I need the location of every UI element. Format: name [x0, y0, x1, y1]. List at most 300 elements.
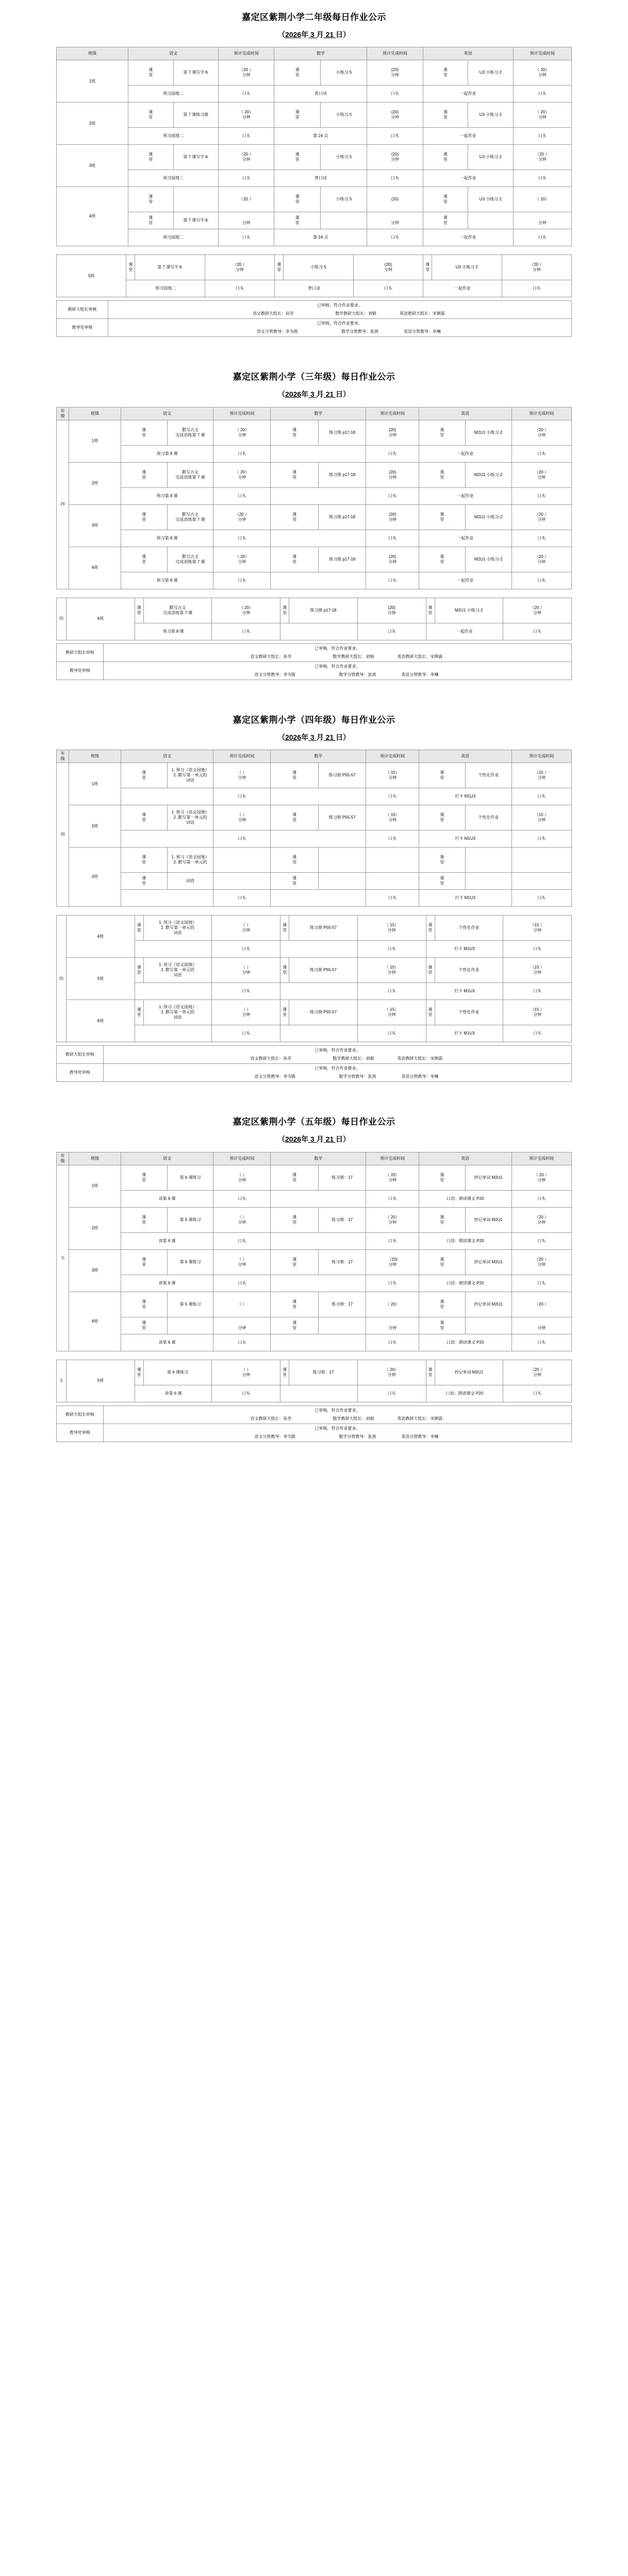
table-row	[57, 145, 572, 170]
group-audit-names	[109, 310, 570, 318]
english-assignment: 打卡 M1U3	[419, 890, 511, 907]
english-classroom-label: 课 堂	[419, 805, 465, 831]
chinese-assignment	[167, 1317, 213, 1334]
math-est-time: （20) 分钟	[366, 1249, 419, 1275]
chinese-assignment: 默写古文 完成语练第 7 课	[167, 462, 213, 487]
chinese-est-time: （ ） 分钟	[212, 916, 280, 941]
class-name-cell: 3班	[69, 504, 121, 547]
chinese-est-time: 口头	[213, 445, 271, 462]
chinese-assignment: 预习第 8 课	[121, 445, 213, 462]
english-director: 英语分管教导：李琳	[403, 329, 441, 334]
chinese-classroom-label: 课 堂	[135, 916, 143, 941]
chinese-est-time: （ 20） 分钟	[213, 462, 271, 487]
date-month-unit: 月	[316, 390, 324, 399]
english-classroom-label: 课 堂	[423, 255, 432, 280]
section-spacer	[0, 337, 628, 354]
english-assignment: 抄记单词 M2U1	[465, 1249, 511, 1275]
office-audit-body	[103, 1064, 571, 1082]
english-est-time: （15 ） 分钟	[503, 958, 572, 983]
math-assignment: 练习册 P55-57	[318, 763, 366, 788]
english-assignment: 一起作业	[423, 170, 513, 187]
chinese-assignment	[121, 788, 213, 805]
english-est-time: 口头	[511, 1232, 571, 1249]
english-assignment: 一起作业	[423, 229, 513, 246]
math-est-time: (20) 分钟	[366, 462, 419, 487]
date-month: 3	[308, 1134, 317, 1143]
english-est-time: （20 ） 分钟	[511, 1249, 571, 1275]
english-est-time: 口头	[511, 831, 571, 848]
english-est-time: （ 20） 分钟	[513, 60, 571, 86]
chinese-est-time: （ ） 分钟	[213, 1207, 271, 1232]
english-est-time: （20 ）	[511, 1292, 571, 1317]
chinese-assignment: 预习第 8 课	[135, 623, 212, 640]
chinese-assignment: 读第 6 课	[121, 1232, 213, 1249]
col-header-english: 英语	[419, 407, 511, 420]
math-est-time: （ 20）	[366, 1292, 419, 1317]
chinese-est-time: 分钟	[213, 1317, 271, 1334]
date-suffix: ）	[343, 733, 351, 741]
col-header-math-time: 预计完成时间	[366, 407, 419, 420]
math-est-time: 口头	[366, 445, 419, 462]
english-assignment	[465, 848, 511, 873]
english-classroom-label: 课 堂	[423, 103, 468, 128]
english-assignment: 口语：朗读课文 P20	[426, 1385, 503, 1402]
audit-table	[56, 1045, 572, 1082]
chinese-director: 语文分管教导：李为陈	[256, 329, 298, 334]
class-name-cell: 2班	[69, 462, 121, 504]
assignment-table-part2	[56, 1360, 572, 1402]
math-est-time: (20) 分钟	[357, 598, 426, 623]
english-group-leader: 英语教研大组长：宋俐霖	[397, 654, 443, 659]
office-audit-names	[105, 1433, 570, 1441]
chinese-assignment: 第 7 课写字本	[173, 212, 219, 229]
date-prefix: （	[277, 30, 285, 39]
date-year-unit: 年	[301, 1134, 309, 1143]
english-est-time: （ 20） 分钟	[513, 103, 571, 128]
math-est-time: 口头	[366, 1190, 419, 1207]
english-assignment: 个性化作业	[435, 1000, 503, 1025]
chinese-classroom-label: 课 堂	[121, 420, 167, 445]
date-month-unit: 月	[316, 1134, 324, 1143]
chinese-est-time: 口头	[213, 1275, 271, 1292]
date-year: 2026	[285, 1134, 302, 1143]
date-year-unit: 年	[301, 30, 309, 39]
page-break-gap	[0, 907, 628, 912]
col-header-class: 班级	[69, 1152, 121, 1165]
table-row	[57, 504, 572, 530]
grade-label-cell: 四	[57, 420, 69, 589]
table-row	[57, 598, 572, 623]
table-header-row	[57, 750, 572, 763]
table-row	[57, 1232, 572, 1249]
chinese-assignment	[121, 890, 213, 907]
english-est-time: 口头	[503, 1025, 572, 1042]
math-assignment: 背口诀	[275, 280, 353, 297]
math-assignment	[280, 623, 358, 640]
col-header-math-time: 预计完成时间	[367, 47, 423, 60]
english-est-time: （20 ） 分钟	[511, 1207, 571, 1232]
section-spacer	[0, 1442, 628, 1460]
math-group-leader: 数学教研大组长：刘娟	[333, 654, 374, 659]
col-header-english: 英语	[419, 750, 511, 763]
table-row	[57, 1190, 572, 1207]
math-assignment	[321, 212, 367, 229]
office-audit-row	[57, 1064, 572, 1082]
table-row	[57, 831, 572, 848]
class-name-cell: 2班	[69, 805, 121, 848]
math-assignment: 小练习 5	[321, 187, 367, 212]
class-name-cell: 6班	[67, 1000, 135, 1042]
date-year: 2026	[285, 30, 302, 39]
class-name-cell: 4班	[57, 187, 128, 246]
date-day-unit: 日	[336, 1134, 343, 1143]
english-assignment: 一起作业	[419, 530, 511, 547]
math-est-time: （ 15） 分钟	[357, 916, 426, 941]
math-est-time: （ 15） 分钟	[366, 763, 419, 788]
math-assignment: 练习册 p17-18	[318, 504, 366, 530]
grade-section-grade3	[0, 360, 628, 702]
english-est-time: 口头	[503, 1385, 572, 1402]
office-audit-label: 教导处审核	[57, 1064, 104, 1082]
english-assignment: 一起作业	[423, 86, 513, 103]
english-est-time: （ 20 ） 分钟	[511, 1165, 571, 1190]
math-assignment: 练习册 P55-57	[318, 805, 366, 831]
english-assignment: 一起作业	[419, 445, 511, 462]
math-est-time: 口头	[366, 1232, 419, 1249]
english-assignment: U3 小练习 2	[432, 255, 502, 280]
group-audit-names	[105, 1055, 570, 1063]
date-day-unit: 日	[336, 733, 343, 741]
english-est-time: （20 ） 分钟	[503, 1360, 572, 1385]
chinese-classroom-label: 课 堂	[135, 958, 143, 983]
col-header-english-time: 预计完成时间	[511, 750, 571, 763]
class-name-cell: 5班	[57, 255, 126, 297]
chinese-assignment: 默写古文 完成语练第 7 课	[143, 598, 212, 623]
english-est-time: 分钟	[513, 212, 571, 229]
col-header-chinese-time: 预计完成时间	[213, 1152, 271, 1165]
table-row	[57, 763, 572, 788]
table-row	[57, 1249, 572, 1275]
english-classroom-label: 课 堂	[423, 145, 468, 170]
math-est-time: (20) 分钟	[353, 255, 423, 280]
english-director: 英语分管教导：李琳	[401, 672, 439, 677]
table-row	[57, 60, 572, 86]
math-classroom-label: 课 堂	[271, 763, 319, 788]
math-assignment: 练习册：17	[289, 1360, 358, 1385]
chinese-classroom-label: 课 堂	[121, 1317, 167, 1334]
chinese-assignment	[173, 187, 219, 212]
class-name-cell: 5班	[67, 1360, 135, 1402]
col-header-chinese: 语文	[121, 407, 213, 420]
chinese-classroom-label: 课 堂	[121, 462, 167, 487]
assignment-table-part1	[56, 47, 572, 246]
math-classroom-label: 课 堂	[274, 187, 321, 212]
math-est-time: 口头	[366, 530, 419, 547]
math-est-time: 口头	[366, 1334, 419, 1351]
math-classroom-label: 课 堂	[271, 1207, 319, 1232]
math-group-leader: 数学教研大组长：刘娟	[333, 1416, 374, 1421]
english-est-time: 分钟	[511, 1317, 571, 1334]
chinese-assignment: 读第 6 课	[121, 1190, 213, 1207]
office-audit-label: 教导处审核	[57, 662, 104, 680]
col-header-chinese: 语文	[121, 1152, 213, 1165]
math-assignment: 小练习 5	[321, 103, 367, 128]
chinese-assignment: 预习园地二	[128, 128, 219, 145]
office-audit-status: 已审核，符合作业要求。	[315, 1426, 360, 1431]
chinese-assignment: 预习园地二	[128, 86, 219, 103]
chinese-est-time: 口头	[213, 890, 271, 907]
col-header-math: 数学	[271, 750, 366, 763]
chinese-classroom-label: 课 堂	[121, 763, 167, 788]
page-title: 嘉定区紫荆小学（五年级）每日作业公示	[233, 1117, 395, 1127]
english-classroom-label: 课 堂	[426, 916, 435, 941]
table-header-row	[57, 1152, 572, 1165]
english-assignment: 打卡 M1U3	[426, 983, 503, 1000]
office-audit-names	[105, 671, 570, 679]
class-name-cell: 4班	[69, 547, 121, 589]
math-est-time: 口头	[366, 572, 419, 589]
math-classroom-label: 课 堂	[280, 1000, 289, 1025]
english-assignment: M2U1 小练习-2	[435, 598, 503, 623]
english-group-leader: 英语教研大组长：宋俐霖	[397, 1056, 443, 1061]
grade-section-grade2	[0, 0, 628, 360]
audit-table	[56, 643, 572, 680]
english-assignment: 抄记单词 M2U1	[465, 1207, 511, 1232]
group-audit-names	[105, 1415, 570, 1423]
math-assignment: 练习册：17	[318, 1249, 366, 1275]
office-audit-body	[103, 662, 571, 680]
chinese-group-leader: 语文教研大组长：孙芳	[250, 654, 292, 659]
english-assignment: 打卡 M1U3	[426, 941, 503, 958]
english-classroom-label: 课 堂	[419, 504, 465, 530]
chinese-est-time	[213, 873, 271, 890]
group-audit-status: 已审核，符合作业要求。	[315, 1048, 360, 1053]
math-assignment: 练习册：17	[318, 1292, 366, 1317]
english-assignment: 打卡 M1U3	[426, 1025, 503, 1042]
math-assignment: 算 24 点	[274, 229, 367, 246]
math-classroom-label: 课 堂	[280, 958, 289, 983]
math-assignment	[271, 445, 366, 462]
group-audit-body	[108, 301, 571, 319]
chinese-est-time: （ ） 分钟	[213, 763, 271, 788]
assignment-table-part1	[56, 1152, 572, 1351]
chinese-assignment: 读第 6 课	[135, 1385, 212, 1402]
english-est-time: （20 ） 分钟	[511, 462, 571, 487]
math-assignment	[271, 788, 366, 805]
english-group-leader: 英语教研大组长：宋俐霖	[397, 1416, 443, 1421]
table-row	[57, 1275, 572, 1292]
english-assignment: M2U1 小练习-2	[465, 420, 511, 445]
col-header-chinese-time: 预计完成时间	[213, 750, 271, 763]
office-audit-row	[57, 319, 572, 337]
math-est-time: 口头	[366, 890, 419, 907]
assignment-table-part1	[56, 750, 572, 907]
col-header-chinese-time: 预计完成时间	[213, 407, 271, 420]
english-assignment: 口语：朗读课文 P20	[419, 1190, 511, 1207]
page-date	[0, 24, 628, 47]
chinese-assignment: 第 7 课写字本	[173, 145, 219, 170]
assignment-table-part2	[56, 915, 572, 1042]
math-est-time: (20) 分钟	[367, 60, 423, 86]
group-audit-label: 教研大组长审核	[57, 643, 104, 662]
chinese-classroom-label: 课 堂	[128, 187, 174, 212]
col-header-english: 英语	[419, 1152, 511, 1165]
math-est-time: (20) 分钟	[367, 145, 423, 170]
english-classroom-label: 课 堂	[419, 462, 465, 487]
table-row	[57, 1000, 572, 1025]
chinese-classroom-label: 课 堂	[121, 1249, 167, 1275]
math-assignment	[271, 572, 366, 589]
office-audit-status: 已审核，符合作业要求。	[317, 321, 362, 326]
english-assignment: M2U1 小练习-2	[465, 504, 511, 530]
group-audit-row	[57, 1046, 572, 1064]
chinese-est-time: （20 ） 分钟	[219, 145, 274, 170]
math-est-time: （ 20） 分钟	[366, 1165, 419, 1190]
math-est-time: 口头	[366, 788, 419, 805]
math-group-leader: 数学教研大组长：刘娟	[333, 1056, 374, 1061]
col-header-math: 数学	[271, 1152, 366, 1165]
math-assignment	[280, 1025, 358, 1042]
math-assignment: 小练习 5	[321, 60, 367, 86]
english-classroom-label: 课 堂	[419, 1249, 465, 1275]
english-est-time: 口头	[513, 170, 571, 187]
office-audit-body	[103, 1423, 571, 1442]
table-row	[57, 805, 572, 831]
math-est-time: 口头	[367, 128, 423, 145]
class-name-cell: 5班	[67, 958, 135, 1000]
office-audit-label: 教导处审核	[57, 319, 108, 337]
col-header-chinese: 语文	[128, 47, 219, 60]
chinese-assignment: 预习第 8 课	[121, 572, 213, 589]
english-assignment	[465, 873, 511, 890]
math-assignment: 练习册 p17-18	[318, 420, 366, 445]
chinese-est-time: 口头	[219, 170, 274, 187]
class-name-cell: 2班	[57, 103, 128, 145]
chinese-classroom-label: 课 堂	[128, 145, 174, 170]
assignment-table-part2	[56, 255, 572, 297]
math-assignment	[271, 1232, 366, 1249]
table-row	[57, 212, 572, 229]
english-est-time: 口头	[511, 1334, 571, 1351]
english-est-time: 口头	[503, 941, 572, 958]
math-assignment: 练习册 P55-57	[289, 1000, 358, 1025]
table-row	[57, 420, 572, 445]
table-row	[57, 128, 572, 145]
chinese-est-time: 口头	[213, 530, 271, 547]
math-classroom-label: 课 堂	[271, 420, 319, 445]
chinese-est-time: （20 ）	[219, 187, 274, 212]
english-assignment	[465, 1317, 511, 1334]
chinese-assignment: 预习园地二	[128, 229, 219, 246]
english-classroom-label: 课 堂	[426, 1000, 435, 1025]
math-director: 数学分管教导：张茜	[341, 329, 378, 334]
math-classroom-label: 课 堂	[271, 462, 319, 487]
math-group-leader: 数学教研大组长：刘娟	[335, 311, 376, 316]
math-assignment	[280, 983, 358, 1000]
math-classroom-label: 课 堂	[275, 255, 284, 280]
english-est-time: 口头	[513, 128, 571, 145]
math-assignment	[271, 1275, 366, 1292]
english-est-time: 口头	[511, 572, 571, 589]
chinese-est-time: 口头	[213, 1232, 271, 1249]
math-assignment	[271, 1334, 366, 1351]
english-est-time: 口头	[511, 788, 571, 805]
math-assignment	[280, 941, 358, 958]
chinese-est-time: （ 20） 分钟	[213, 420, 271, 445]
math-assignment	[271, 1190, 366, 1207]
math-assignment	[271, 890, 366, 907]
table-row	[57, 1317, 572, 1334]
class-name-cell: 4班	[69, 1292, 121, 1351]
english-est-time: （20 ） 分钟	[511, 547, 571, 572]
chinese-est-time: （ ）	[213, 1292, 271, 1317]
english-assignment: 口语：朗读课文 P20	[419, 1232, 511, 1249]
col-header-english-time: 预计完成时间	[513, 47, 571, 60]
english-est-time: （20 ） 分钟	[503, 598, 572, 623]
chinese-est-time: （ ） 分钟	[212, 1000, 280, 1025]
chinese-assignment: 1. 预习《语文园地》 2. 默写第一单元的 词语	[143, 1000, 212, 1025]
english-classroom-label: 课 堂	[426, 598, 435, 623]
chinese-classroom-label: 课 堂	[121, 1207, 167, 1232]
english-classroom-label: 课 堂	[419, 547, 465, 572]
class-name-cell: 6班	[67, 598, 135, 640]
english-assignment: 一起作业	[426, 623, 503, 640]
chinese-classroom-label: 课 堂	[121, 547, 167, 572]
english-assignment	[468, 212, 514, 229]
table-row	[57, 445, 572, 462]
english-est-time: 口头	[503, 623, 572, 640]
chinese-assignment: 词语	[167, 873, 213, 890]
group-audit-body	[103, 1405, 571, 1423]
chinese-group-leader: 语文教研大组长：孙芳	[250, 1416, 292, 1421]
english-assignment: 口语：朗读课文 P20	[419, 1334, 511, 1351]
math-assignment: 背口诀	[274, 170, 367, 187]
english-classroom-label: 课 堂	[419, 1292, 465, 1317]
math-assignment	[271, 831, 366, 848]
table-row	[57, 916, 572, 941]
table-row	[57, 255, 572, 280]
chinese-assignment: 读第 6 课	[121, 1275, 213, 1292]
math-assignment	[271, 487, 366, 504]
col-header-grade: 年 级	[57, 1152, 69, 1165]
chinese-director: 语文分管教导：李为陈	[254, 672, 296, 677]
english-est-time: （15 ） 分钟	[511, 805, 571, 831]
english-classroom-label: 课 堂	[423, 212, 468, 229]
date-day: 21	[323, 390, 336, 399]
grade-label-cell: 五	[57, 1165, 69, 1351]
chinese-assignment: 预习园地二	[128, 170, 219, 187]
math-est-time: 口头	[367, 170, 423, 187]
table-row	[57, 187, 572, 212]
math-director: 数学分管教导：张茜	[339, 1074, 376, 1079]
col-header-class: 班级	[69, 407, 121, 420]
col-header-chinese: 语文	[121, 750, 213, 763]
chinese-est-time: 口头	[212, 1025, 280, 1042]
group-audit-status: 已审核，符合作业要求。	[315, 1408, 360, 1413]
chinese-group-leader: 语文教研大组长：孙芳	[252, 311, 294, 316]
chinese-group-leader: 语文教研大组长：孙芳	[250, 1056, 292, 1061]
chinese-est-time: 口头	[219, 229, 274, 246]
math-classroom-label: 课 堂	[274, 103, 321, 128]
math-est-time: （ 20） 分钟	[366, 1207, 419, 1232]
english-est-time: （20 ） 分钟	[511, 504, 571, 530]
english-classroom-label: 课 堂	[419, 763, 465, 788]
date-month: 3	[308, 30, 317, 39]
grade-label-cell: 四	[57, 916, 67, 1042]
english-assignment: 一起作业	[423, 280, 502, 297]
english-classroom-label: 课 堂	[419, 1165, 465, 1190]
page-date	[0, 1128, 628, 1152]
